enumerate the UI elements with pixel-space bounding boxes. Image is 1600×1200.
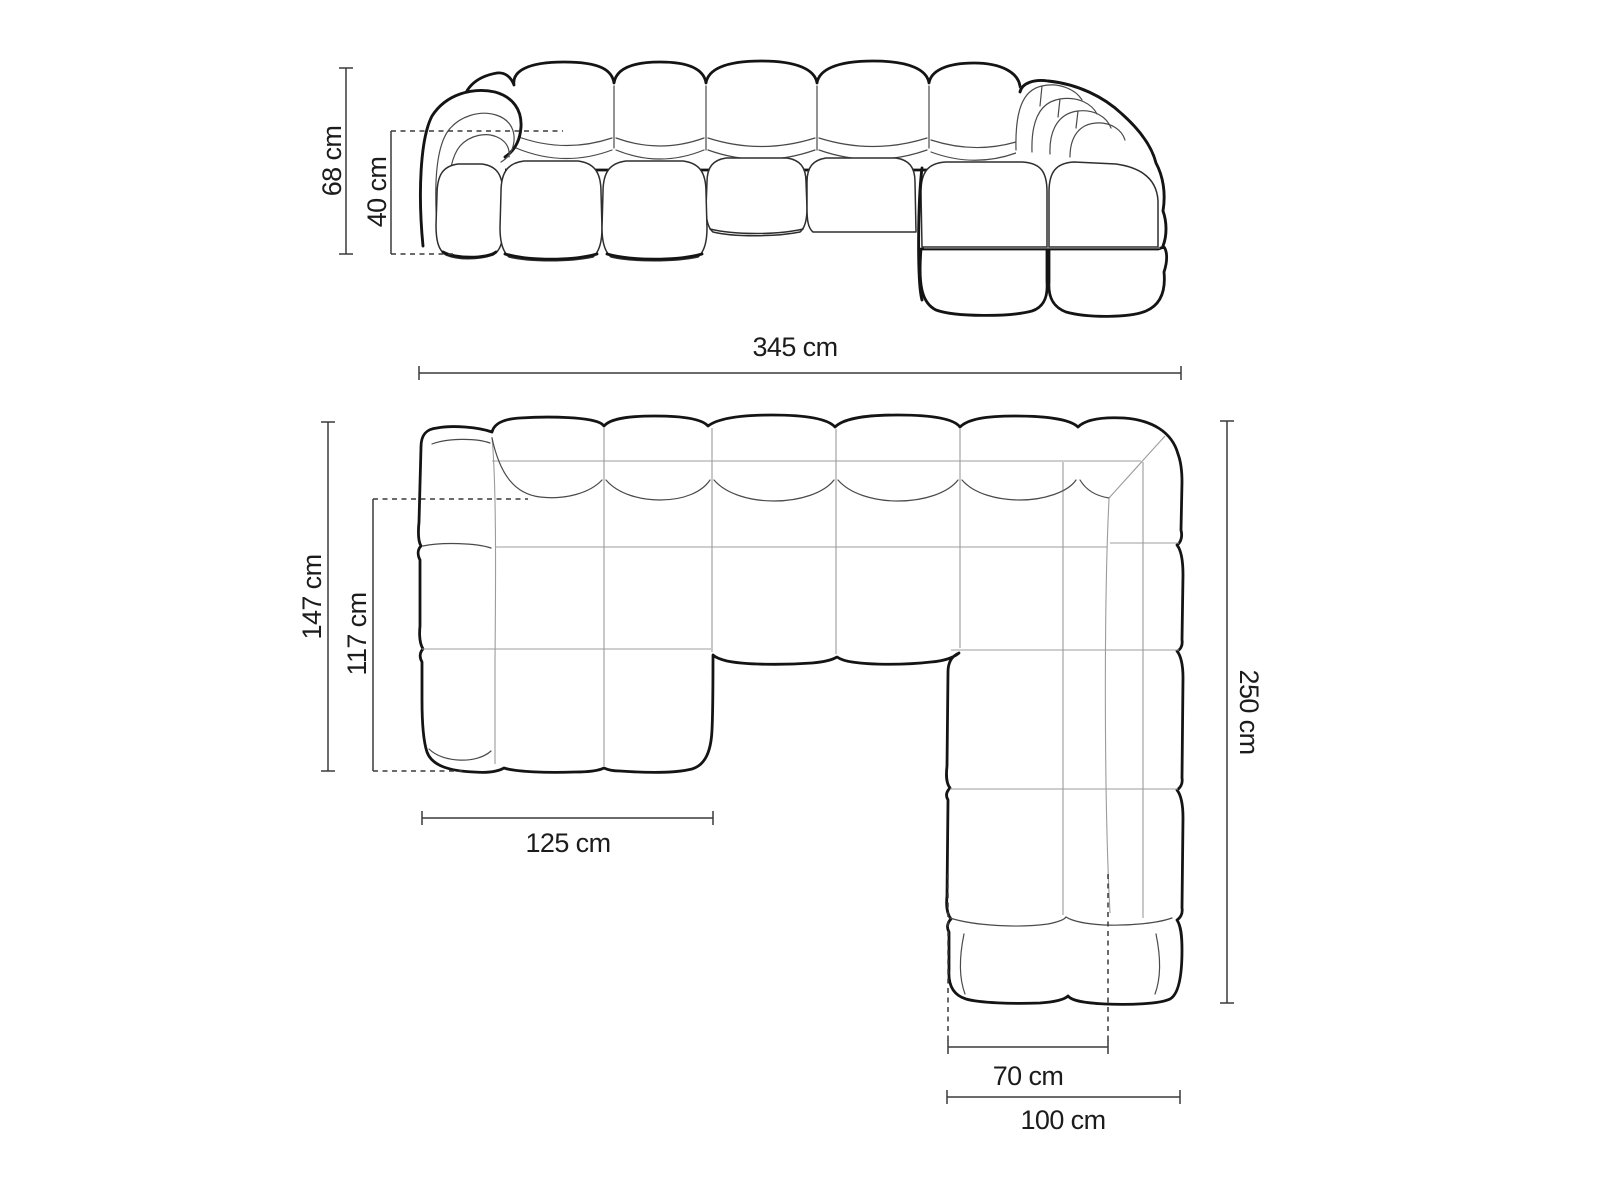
front-back-cushions — [462, 61, 1022, 170]
front-seat-cushions — [436, 161, 707, 261]
total-width-label: 345 cm — [752, 332, 838, 362]
chaise-seat-width-label: 70 cm — [992, 1061, 1064, 1091]
front-seat-height-label: 40 cm — [362, 156, 392, 228]
front-total-height-label: 68 cm — [317, 125, 347, 197]
front-chaise-block — [919, 162, 1167, 316]
front-seat-far-2 — [807, 158, 916, 232]
left-seat-depth-label: 117 cm — [342, 592, 372, 676]
front-seat-far-1 — [706, 158, 807, 236]
chaise-width-label: 100 cm — [1020, 1105, 1106, 1135]
total-depth-label: 250 cm — [1234, 669, 1264, 755]
left-section-depth-label: 147 cm — [297, 554, 327, 640]
left-section-width-label: 125 cm — [525, 828, 611, 858]
